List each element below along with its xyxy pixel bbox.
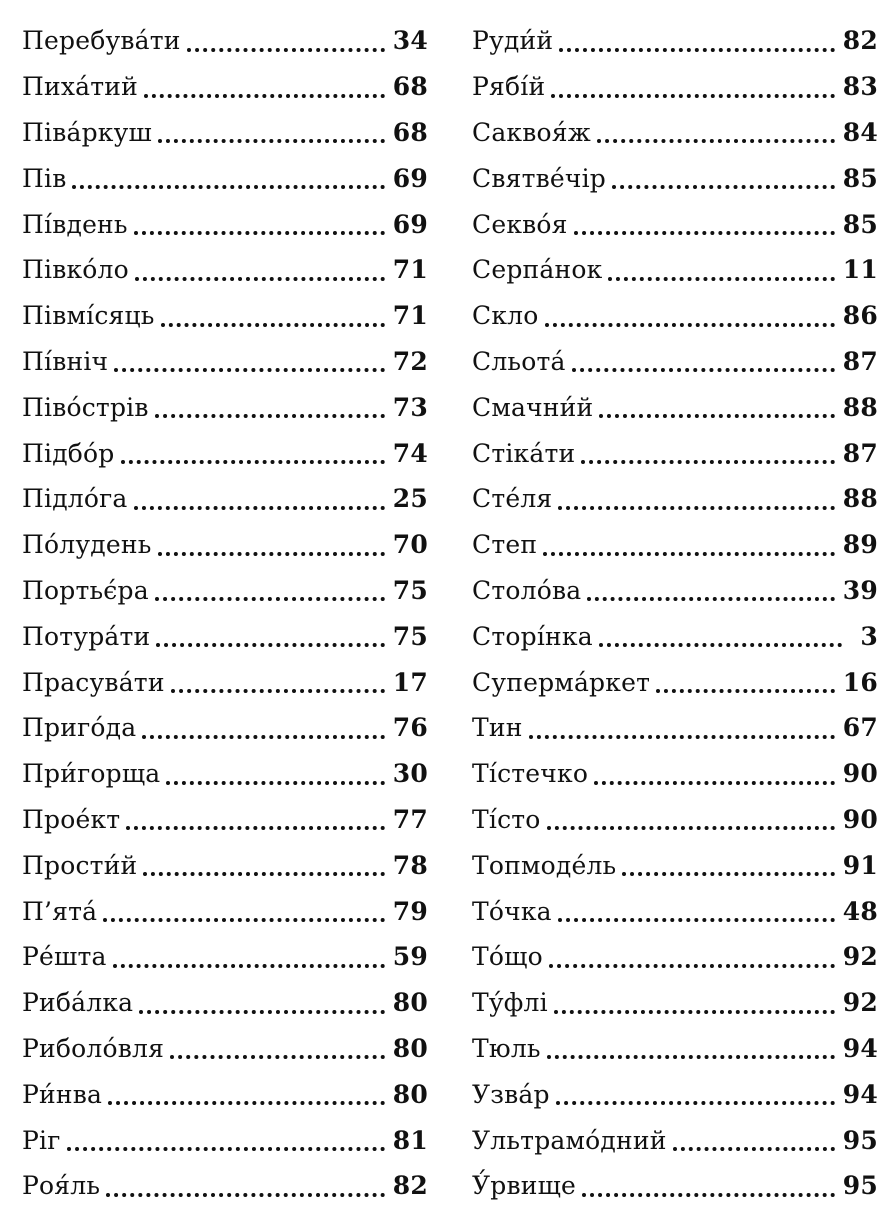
index-word: Святве́чір: [472, 163, 607, 193]
index-page-number: 80: [392, 1033, 428, 1063]
index-entry: [472, 201, 878, 247]
dot-leader: [597, 138, 835, 143]
index-entry: [472, 64, 878, 110]
index-entry: [22, 384, 428, 430]
index-page-number: 87: [842, 346, 878, 376]
index-page-number: 92: [842, 988, 878, 1018]
index-entry: [472, 613, 878, 659]
index-entry: [472, 659, 878, 705]
index-entry: [22, 476, 428, 522]
dot-leader: [155, 413, 385, 418]
index-word: Сльота́: [472, 346, 566, 376]
index-word: То́чка: [472, 896, 552, 926]
dot-leader: [114, 367, 385, 372]
index-entry: [472, 18, 878, 64]
index-word: П’ята́: [22, 896, 98, 926]
dot-leader: [547, 1054, 835, 1059]
dot-leader: [158, 551, 385, 556]
index-word: Риболо́вля: [22, 1033, 165, 1063]
index-entry: [22, 430, 428, 476]
dot-leader: [171, 688, 385, 693]
index-page-number: 79: [392, 896, 428, 926]
dot-leader: [673, 1146, 835, 1151]
index-entry: [472, 705, 878, 751]
dot-leader: [558, 505, 834, 510]
index-word: Ре́шта: [22, 942, 107, 972]
index-word: Півмі́сяць: [22, 301, 155, 331]
dot-leader: [559, 47, 835, 52]
index-page-number: 81: [392, 1125, 428, 1155]
index-page-number: 92: [842, 942, 878, 972]
dot-leader: [72, 184, 384, 189]
dot-leader: [113, 963, 385, 968]
index-entry: [22, 522, 428, 568]
dot-leader: [558, 917, 835, 922]
index-word: Прое́кт: [22, 804, 121, 834]
index-entry: [472, 430, 878, 476]
index-page-number: 76: [392, 713, 428, 743]
index-entry: [22, 1071, 428, 1117]
index-word: Потура́ти: [22, 621, 151, 651]
dot-leader: [143, 871, 384, 876]
index-page-number: 91: [842, 850, 878, 880]
index-page-number: 75: [392, 621, 428, 651]
dot-leader: [545, 322, 835, 327]
index-column-right: [472, 18, 878, 1209]
dot-leader: [656, 688, 835, 693]
index-page-number: 95: [842, 1171, 878, 1201]
index-word: Узва́р: [472, 1079, 550, 1109]
index-page-number: 71: [392, 301, 428, 331]
dot-leader: [161, 322, 385, 327]
index-word: У́рвище: [472, 1171, 577, 1201]
index-page-number: 75: [392, 575, 428, 605]
index-entry: [22, 64, 428, 110]
index-word: Ультрамо́дний: [472, 1125, 667, 1155]
index-entry: [22, 934, 428, 980]
index-entry: [22, 613, 428, 659]
index-word: Пі́вніч: [22, 346, 109, 376]
index-word: Ріг: [22, 1125, 61, 1155]
dot-leader: [543, 551, 835, 556]
dot-leader: [134, 230, 385, 235]
index-word: Пів: [22, 163, 67, 193]
index-entry: [472, 980, 878, 1026]
index-entry: [22, 980, 428, 1026]
index-entry: [22, 339, 428, 385]
index-word: Степ: [472, 530, 538, 560]
index-page-number: 69: [392, 163, 428, 193]
index-entry: [22, 568, 428, 614]
index-word: Підбо́р: [22, 438, 115, 468]
index-word: Прасува́ти: [22, 667, 165, 697]
index-entry: [472, 842, 878, 888]
dot-leader: [587, 596, 834, 601]
index-page-number: 87: [842, 438, 878, 468]
index-page-number: 80: [392, 1079, 428, 1109]
index-page-number: 85: [842, 163, 878, 193]
index-word: То́що: [472, 942, 543, 972]
index-entry: [22, 201, 428, 247]
index-entry: [472, 339, 878, 385]
index-word: Стіка́ти: [472, 438, 576, 468]
dot-leader: [594, 780, 835, 785]
index-word: Топмоде́ль: [472, 850, 617, 880]
index-word: Серпа́нок: [472, 255, 603, 285]
index-column-left: [22, 18, 428, 1209]
index-entry: [22, 18, 428, 64]
dot-leader: [156, 642, 384, 647]
dot-leader: [170, 1054, 385, 1059]
dot-leader: [581, 459, 834, 464]
dot-leader: [608, 276, 834, 281]
index-entry: [472, 1071, 878, 1117]
dot-leader: [108, 1100, 385, 1105]
dot-leader: [599, 642, 842, 647]
dot-leader: [547, 825, 835, 830]
index-page-number: 3: [860, 621, 878, 651]
index-page-number: 17: [392, 667, 428, 697]
dot-leader: [582, 1192, 835, 1197]
index-entry: [22, 888, 428, 934]
index-word: Секво́я: [472, 209, 568, 239]
index-word: Саквоя́ж: [472, 117, 591, 147]
index-entry: [22, 751, 428, 797]
dot-leader: [599, 413, 834, 418]
index-word: Пиха́тий: [22, 72, 139, 102]
dot-leader: [551, 93, 834, 98]
index-word: Тюль: [472, 1033, 541, 1063]
index-entry: [22, 1117, 428, 1163]
dot-leader: [103, 917, 385, 922]
index-page-number: 88: [842, 484, 878, 514]
dot-leader: [67, 1146, 385, 1151]
index-word: Підло́га: [22, 484, 128, 514]
index-entry: [22, 1026, 428, 1072]
index-page-number: 70: [392, 530, 428, 560]
index-page-number: 73: [392, 392, 428, 422]
index-page-number: 94: [842, 1033, 878, 1063]
index-page-number: 71: [392, 255, 428, 285]
dot-leader: [158, 138, 385, 143]
index-page-number: 84: [842, 117, 878, 147]
index-page-number: 67: [842, 713, 878, 743]
index-page-number: 11: [842, 255, 878, 285]
index-word: Приго́да: [22, 713, 137, 743]
index-word: Перебува́ти: [22, 26, 181, 56]
dot-leader: [574, 230, 835, 235]
index-page-number: 90: [842, 759, 878, 789]
index-word: Столо́ва: [472, 575, 582, 605]
index-entry: [472, 384, 878, 430]
index-page-number: 78: [392, 850, 428, 880]
index-word: При́горща: [22, 759, 161, 789]
index-word: Суперма́ркет: [472, 667, 651, 697]
dot-leader: [572, 367, 835, 372]
index-entry: [472, 155, 878, 201]
index-word: Пі́вдень: [22, 209, 128, 239]
index-word: Сторі́нка: [472, 621, 593, 651]
index-page-number: 86: [842, 301, 878, 331]
index-word: Портьє́ра: [22, 575, 149, 605]
index-entry: [472, 247, 878, 293]
index-word: Ри́нва: [22, 1079, 103, 1109]
index-word: Ті́стечко: [472, 759, 589, 789]
index-page-number: 39: [842, 575, 878, 605]
index-entry: [472, 568, 878, 614]
index-page-number: 34: [392, 26, 428, 56]
index-entry: [472, 934, 878, 980]
index-entry: [22, 155, 428, 201]
index-entry: [22, 842, 428, 888]
dot-leader: [106, 1192, 385, 1197]
index-page-number: 77: [392, 804, 428, 834]
index-word: Роя́ль: [22, 1171, 101, 1201]
index-page-number: 68: [392, 117, 428, 147]
index-word: Піво́стрів: [22, 392, 149, 422]
dot-leader: [135, 276, 385, 281]
index-page-number: 89: [842, 530, 878, 560]
index-page-number: 69: [392, 209, 428, 239]
index-entry: [22, 705, 428, 751]
index-page-number: 25: [392, 484, 428, 514]
index-entry: [22, 797, 428, 843]
index-entry: [472, 797, 878, 843]
index-entry: [22, 247, 428, 293]
index-page-number: 74: [392, 438, 428, 468]
dot-leader: [529, 734, 835, 739]
index-entry: [22, 659, 428, 705]
index-word: По́лудень: [22, 530, 152, 560]
index-page-number: 82: [392, 1171, 428, 1201]
index-entry: [472, 888, 878, 934]
index-word: Ту́флі: [472, 988, 548, 1018]
index-page-number: 85: [842, 209, 878, 239]
index-word: Прости́й: [22, 850, 138, 880]
index-word: Рябі́й: [472, 72, 546, 102]
index-page-number: 72: [392, 346, 428, 376]
index-page-number: 83: [842, 72, 878, 102]
dot-leader: [144, 93, 385, 98]
dot-leader: [139, 1009, 385, 1014]
index-word: Півко́ло: [22, 255, 129, 285]
index-page-number: 16: [842, 667, 878, 697]
index-entry: [22, 110, 428, 156]
index-entry: [22, 1163, 428, 1209]
index-entry: [472, 751, 878, 797]
index-entry: [472, 476, 878, 522]
dot-leader: [166, 780, 384, 785]
index-word: Скло: [472, 301, 539, 331]
dot-leader: [554, 1009, 835, 1014]
index-word: Руди́й: [472, 26, 554, 56]
index-entry: [472, 1163, 878, 1209]
index-word: Тин: [472, 713, 523, 743]
index-entry: [472, 293, 878, 339]
index-entry: [472, 1026, 878, 1072]
dot-leader: [121, 459, 385, 464]
index-entry: [472, 522, 878, 568]
index-page-number: 88: [842, 392, 878, 422]
index-page-number: 80: [392, 988, 428, 1018]
dot-leader: [142, 734, 384, 739]
index-word: Риба́лка: [22, 988, 134, 1018]
index-page-number: 59: [392, 942, 428, 972]
index-page-number: 90: [842, 804, 878, 834]
index-word: Сте́ля: [472, 484, 553, 514]
index-page-number: 94: [842, 1079, 878, 1109]
dot-leader: [549, 963, 835, 968]
index-word: Смачни́й: [472, 392, 594, 422]
index-page-number: 30: [392, 759, 428, 789]
dot-leader: [612, 184, 835, 189]
dot-leader: [134, 505, 385, 510]
dot-leader: [187, 47, 385, 52]
index-page-number: 68: [392, 72, 428, 102]
index-page-number: 95: [842, 1125, 878, 1155]
index-word: Піва́ркуш: [22, 117, 152, 147]
index-entry: [22, 293, 428, 339]
dot-leader: [155, 596, 385, 601]
dot-leader: [622, 871, 834, 876]
index-entry: [472, 110, 878, 156]
dot-leader: [126, 825, 384, 830]
index-word: Ті́сто: [472, 804, 541, 834]
index-page-number: 82: [842, 26, 878, 56]
index-entry: [472, 1117, 878, 1163]
index-page-number: 48: [842, 896, 878, 926]
dot-leader: [556, 1100, 835, 1105]
